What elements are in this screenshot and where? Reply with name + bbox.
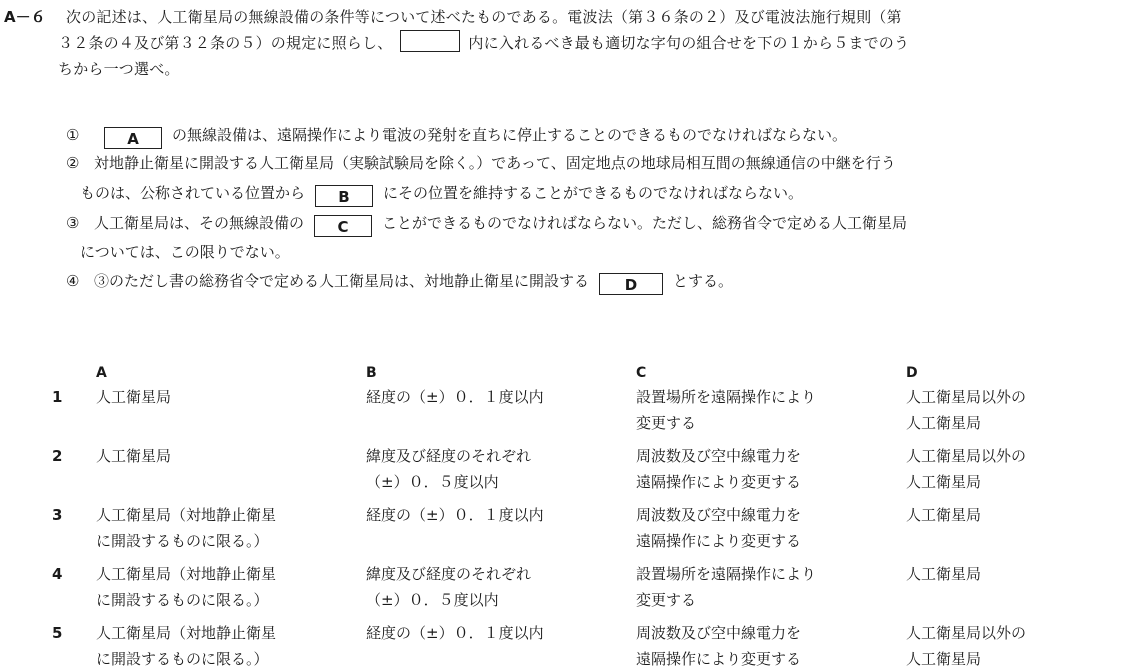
item-4-after: とする。 [673, 272, 734, 290]
choice-cell-C: 周波数及び空中線電力を 遠隔操作により変更する [636, 447, 802, 491]
blank-box [400, 30, 460, 52]
choice-number: 5 [52, 624, 63, 642]
item-4 [66, 268, 733, 295]
choice-row-4 [52, 561, 1116, 613]
choice-cell-D: 人工衛星局以外の 人工衛星局 [906, 388, 1027, 432]
choice-cell-C: 設置場所を遠隔操作により 変更する [636, 565, 817, 609]
item-3-line1-before: 人工衛星局は、その無線設備の [94, 214, 305, 232]
stem-line-3: ちから一つ選べ。 [58, 60, 180, 78]
item-4-before: ③のただし書の総務省令で定める人工衛星局は、対地静止衛星に開設する [94, 272, 590, 290]
item-3-line2: については、この限りでない。 [80, 243, 290, 261]
question-number: A－６ [4, 8, 46, 26]
item-2-marker: ② [66, 154, 80, 172]
item-3-line-1 [66, 210, 907, 237]
choice-cell-C: 周波数及び空中線電力を 遠隔操作により変更する [636, 624, 802, 668]
choice-cell-A: 人工衛星局（対地静止衛星 に開設するものに限る。） [96, 506, 277, 550]
item-1-label-box: A [104, 127, 162, 149]
item-3-label-box: C [314, 215, 372, 237]
choice-cell-A: 人工衛星局 [96, 388, 172, 406]
choice-row-3 [52, 502, 1116, 554]
stem-line-2 [58, 30, 1116, 56]
choice-row-2 [52, 443, 1116, 495]
item-3-line1-after: ことができるものでなければならない。ただし、総務省令で定める人工衛星局 [382, 214, 908, 232]
choice-row-1 [52, 384, 1116, 436]
choice-number: 2 [52, 447, 63, 465]
item-2-line-2 [80, 180, 803, 207]
stem-line-1: 次の記述は、人工衛星局の無線設備の条件等について述べたものである。電波法（第３６条の２）及び電波法施行規則（第 [66, 8, 902, 26]
item-2-line2-after: にその位置を維持することができるものでなければならない。 [383, 184, 804, 202]
item-1 [66, 122, 847, 149]
choice-number: 4 [52, 565, 63, 583]
choice-cell-B: 緯度及び経度のそれぞれ （±）０．５度以内 [366, 565, 532, 609]
choice-cell-B: 経度の（±）０．１度以内 [366, 506, 544, 524]
item-1-after: の無線設備は、遠隔操作により電波の発射を直ちに停止することのできるものでなければならない。 [172, 126, 848, 144]
question-stem [58, 4, 1116, 82]
header-A: A [96, 365, 107, 381]
choice-cell-C: 設置場所を遠隔操作により 変更する [636, 388, 817, 432]
choice-number: 3 [52, 506, 63, 524]
stem-line-2-after: 内に入れるべき最も適切な字句の組合せを下の１から５までのう [468, 34, 910, 52]
item-2-line-1 [66, 150, 896, 176]
choice-cell-A: 人工衛星局（対地静止衛星 に開設するものに限る。） [96, 565, 277, 609]
choice-cell-A: 人工衛星局 [96, 447, 172, 465]
choice-cell-A: 人工衛星局（対地静止衛星 に開設するものに限る。） [96, 624, 277, 668]
choice-cell-B: 経度の（±）０．１度以内 [366, 624, 544, 642]
choice-cell-C: 周波数及び空中線電力を 遠隔操作により変更する [636, 506, 802, 550]
stem-line-2-before: ３２条の４及び第３２条の５）の規定に照らし、 [58, 34, 393, 52]
item-2-label-box: B [315, 185, 373, 207]
item-1-marker: ① [66, 126, 80, 144]
header-B: B [366, 365, 377, 381]
choice-cell-D: 人工衛星局以外の 人工衛星局 [906, 447, 1027, 491]
item-4-label-box: D [599, 273, 663, 295]
item-4-marker: ④ [66, 272, 80, 290]
choice-cell-D: 人工衛星局 [906, 565, 982, 583]
item-3-marker: ③ [66, 214, 80, 232]
choice-cell-B: 緯度及び経度のそれぞれ （±）０．５度以内 [366, 447, 532, 491]
choice-number: 1 [52, 388, 63, 406]
header-C: C [636, 365, 647, 381]
choice-row-5 [52, 620, 1116, 672]
item-2-line2-before: ものは、公称されている位置から [80, 184, 306, 202]
choice-cell-B: 経度の（±）０．１度以内 [366, 388, 544, 406]
choice-cell-D: 人工衛星局 [906, 506, 982, 524]
item-2-line1: 対地静止衛星に開設する人工衛星局（実験試験局を除く。）であって、固定地点の地球局相互間の無線通信の中継を行う [94, 154, 896, 172]
item-3-line-2 [80, 239, 290, 265]
header-D: D [906, 365, 918, 381]
choice-cell-D: 人工衛星局以外の 人工衛星局 [906, 624, 1027, 668]
